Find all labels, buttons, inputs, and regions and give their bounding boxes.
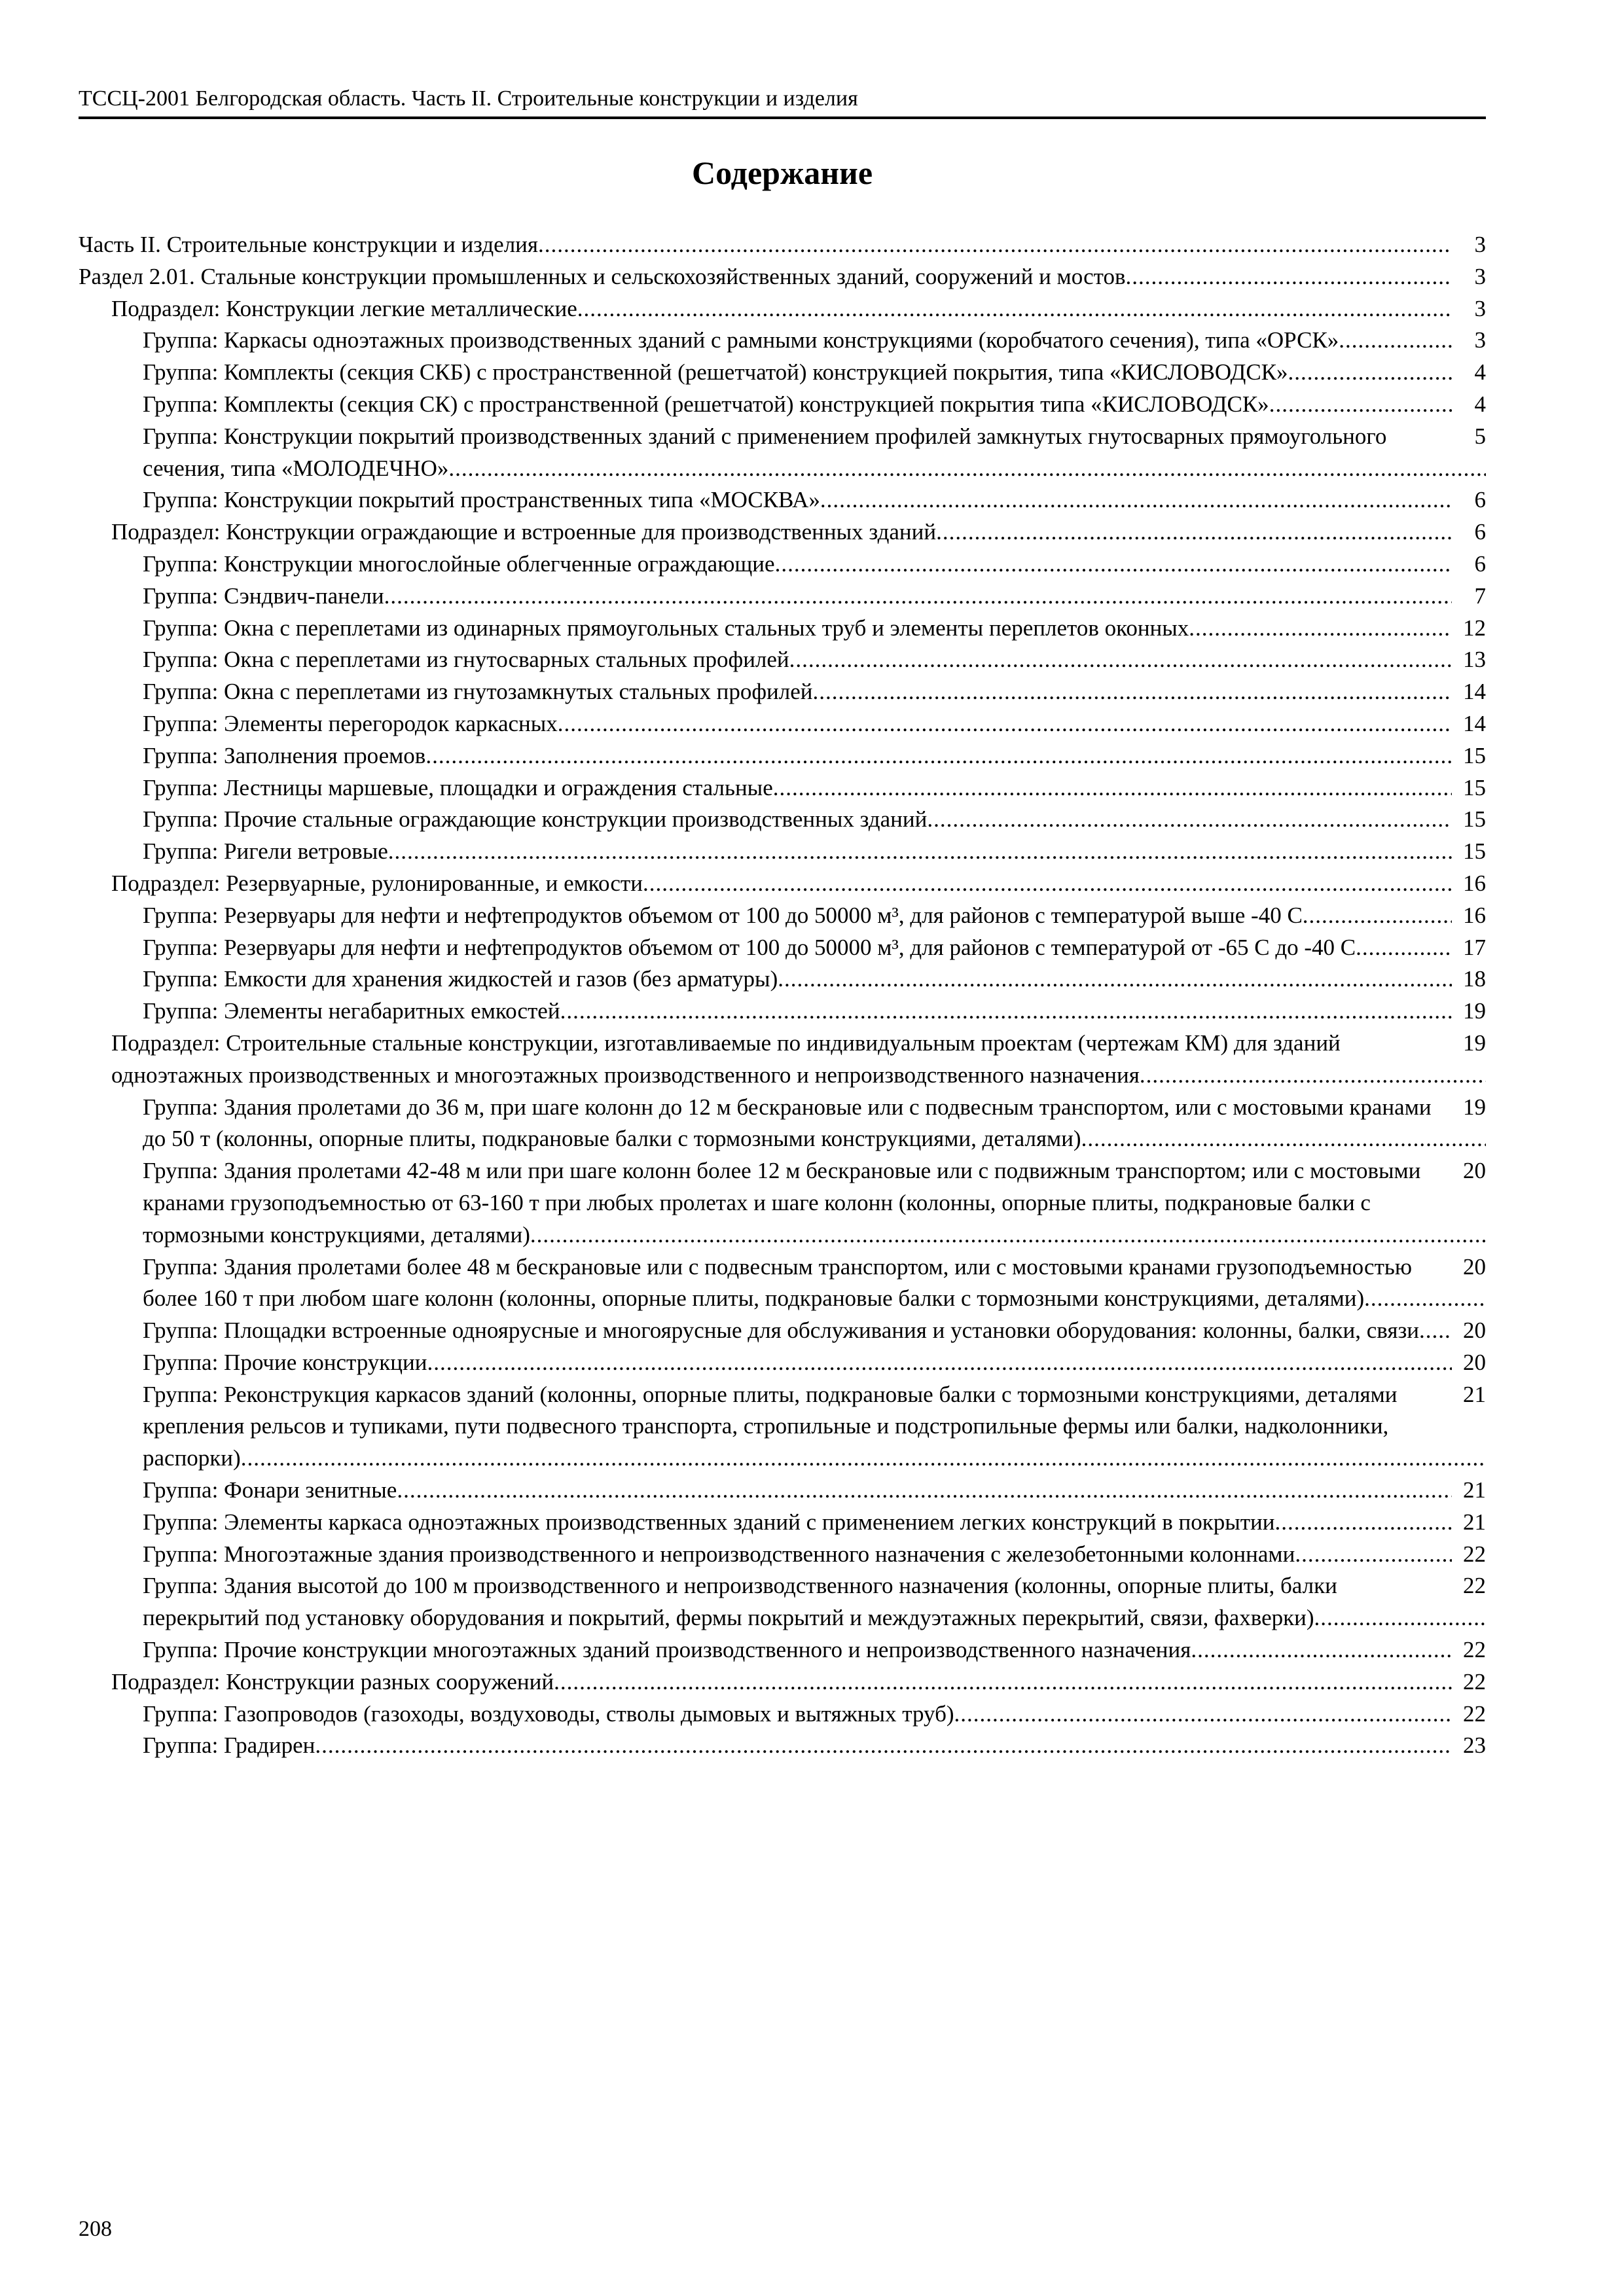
toc-entry[interactable] xyxy=(79,229,1486,261)
toc-entry-text: Группа: Элементы каркаса одноэтажных производственных зданий с применением легких конструкций в покрытии ..... xyxy=(143,1509,1275,1535)
toc-page-number: 22 xyxy=(1452,1698,1486,1731)
toc-entry[interactable] xyxy=(79,484,1486,516)
toc-entry-text: Группа: Площадки встроенные одноярусные и многоярусные для обслуживания и установки оборудования: колонны, балки, связи ..... xyxy=(143,1318,1419,1343)
toc-entry[interactable] xyxy=(79,261,1486,293)
toc-page-number: 18 xyxy=(1452,963,1486,996)
toc-entry[interactable] xyxy=(79,1698,1486,1731)
toc-entry-text: Раздел 2.01. Стальные конструкции промышленных и сельскохозяйственных зданий, сооружений и мостов ..... xyxy=(79,264,1125,289)
toc-entry[interactable] xyxy=(79,900,1486,932)
toc-page-number: 4 xyxy=(1452,389,1486,421)
toc-entry-text: Группа: Резервуары для нефти и нефтепродуктов объемом от 100 до 50000 м³, для районов с температурой выше -40 С ..... xyxy=(143,903,1303,928)
toc-page-number: 3 xyxy=(1452,325,1486,357)
toc-entry-text: Группа: Сэндвич-панели ..... xyxy=(143,583,384,609)
toc-entry-text: Группа: Элементы перегородок каркасных ..... xyxy=(143,711,558,736)
toc-entry-text: Подраздел: Конструкции разных сооружений ..... xyxy=(111,1669,554,1695)
toc-entry-text: Группа: Конструкции покрытий пространственных типа «МОСКВА» ..... xyxy=(143,487,820,512)
toc-entry[interactable] xyxy=(79,1315,1486,1347)
toc-entry-text: Группа: Здания пролетами более 48 м бескрановые или с подвесным транспортом, или с мостовыми кранами грузоподъемностью более 160 т при любом шаге колонн (колонны, опорные плиты, подкрановые балки с тормозными конструкциями, деталями) ..... xyxy=(143,1254,1412,1312)
toc-entry-text: Группа: Комплекты (секция СКБ) с пространственной (решетчатой) конструкцией покрытия, типа «КИСЛОВОДСК» ..... xyxy=(143,359,1288,385)
toc-entry-text: Часть II. Строительные конструкции и изделия ..... xyxy=(79,232,538,257)
toc-page-number: 16 xyxy=(1452,868,1486,900)
toc-page-number: 12 xyxy=(1452,613,1486,645)
toc-entry-text: Группа: Фонари зенитные ..... xyxy=(143,1477,397,1503)
toc-entry-text: Группа: Емкости для хранения жидкостей и газов (без арматуры) ..... xyxy=(143,966,778,992)
toc-entry-text: Группа: Здания пролетами 42-48 м или при шаге колонн более 12 м бескрановые или с подвижным транспортом; или с мостовыми кранами грузоподъемностью от 63-160 т при любых пролетах и шаге колонн (колонны, опорные плиты, подкрановые балки с тормозными конструкциями, деталями) ..... xyxy=(143,1158,1420,1247)
toc-page-number: 14 xyxy=(1452,676,1486,708)
toc-entry[interactable] xyxy=(79,1347,1486,1379)
toc-entry-text: Подраздел: Конструкции ограждающие и встроенные для производственных зданий ..... xyxy=(111,519,936,545)
toc-entry[interactable] xyxy=(79,932,1486,964)
toc-page-number: 7 xyxy=(1452,581,1486,613)
toc-entry-text: Группа: Ригели ветровые ..... xyxy=(143,838,388,864)
toc-entry-text: Группа: Каркасы одноэтажных производственных зданий с рамными конструкциями (коробчатого сечения), типа «ОРСК» ..... xyxy=(143,327,1339,353)
toc-page-number: 16 xyxy=(1452,900,1486,932)
toc-page-number: 15 xyxy=(1452,836,1486,868)
toc-entry[interactable] xyxy=(79,581,1486,613)
toc-entry-text: Группа: Окна с переплетами из гнутосварных стальных профилей ..... xyxy=(143,647,789,672)
toc-entry[interactable] xyxy=(79,1251,1486,1316)
toc-page-number: 15 xyxy=(1452,740,1486,772)
toc-entry-text: Группа: Окна с переплетами из одинарных прямоугольных стальных труб и элементы переплетов оконных ..... xyxy=(143,615,1189,641)
toc-entry[interactable] xyxy=(79,868,1486,900)
page-title: Содержание xyxy=(691,154,873,191)
toc-page-number: 20 xyxy=(1452,1251,1486,1283)
toc-entry-text: Группа: Прочие конструкции многоэтажных зданий производственного и непроизводственного назначения ..... xyxy=(143,1637,1191,1662)
toc-page-number: 6 xyxy=(1452,484,1486,516)
toc-entry[interactable] xyxy=(79,644,1486,676)
toc-entry[interactable] xyxy=(79,996,1486,1028)
toc-entry[interactable] xyxy=(79,1666,1486,1698)
toc-page-number: 21 xyxy=(1452,1475,1486,1507)
toc-entry[interactable] xyxy=(79,708,1486,740)
toc-entry[interactable] xyxy=(79,325,1486,357)
toc-entry-text: Группа: Окна с переплетами из гнутозамкнутых стальных профилей ..... xyxy=(143,679,812,704)
toc-entry[interactable] xyxy=(79,1028,1486,1092)
toc-entry[interactable] xyxy=(79,613,1486,645)
toc-page-number: 19 xyxy=(1452,996,1486,1028)
toc-entry[interactable] xyxy=(79,548,1486,581)
toc-entry[interactable] xyxy=(79,1379,1486,1475)
toc-entry[interactable] xyxy=(79,804,1486,836)
toc-page-number: 5 xyxy=(1452,421,1486,453)
page-number: 208 xyxy=(79,2217,112,2241)
toc-entry-text: Группа: Реконструкция каркасов зданий (колонны, опорные плиты, подкрановые балки с тормозными конструкциями, деталями крепления рельсов и тупиками, пути подвесного транспорта, стропильные и подстропильные фермы или балки, надколонники, распорки) ..... xyxy=(143,1382,1398,1471)
toc-entry[interactable] xyxy=(79,740,1486,772)
toc-entry-text: Подраздел: Конструкции легкие металлические ..... xyxy=(111,296,577,321)
toc-page-number: 22 xyxy=(1452,1634,1486,1666)
toc-entry-text: Группа: Заполнения проемов ..... xyxy=(143,743,425,768)
toc-page-number: 21 xyxy=(1452,1507,1486,1539)
toc-page-number: 22 xyxy=(1452,1666,1486,1698)
toc-page-number: 21 xyxy=(1452,1379,1486,1411)
toc-entry-text: Группа: Градирен ..... xyxy=(143,1732,315,1758)
toc-entry[interactable] xyxy=(79,1475,1486,1507)
toc-entry-text: Группа: Здания высотой до 100 м производственного и непроизводственного назначения (колонны, опорные плиты, балки перекрытий под установку оборудования и покрытий, фермы покрытий и междуэтажных перекрытий, связи, фахверки) ..... xyxy=(143,1573,1337,1630)
toc-entry-text: Группа: Элементы негабаритных емкостей ..... xyxy=(143,998,560,1024)
toc-page-number: 20 xyxy=(1452,1347,1486,1379)
toc-page-number: 15 xyxy=(1452,772,1486,804)
toc-entry[interactable] xyxy=(79,1539,1486,1571)
toc-page-number: 4 xyxy=(1452,357,1486,389)
toc-entry-text: Подраздел: Резервуарные, рулонированные, и емкости ..... xyxy=(111,870,643,896)
toc-entry[interactable] xyxy=(79,772,1486,804)
toc-entry-text: Группа: Здания пролетами до 36 м, при шаге колонн до 12 м бескрановые или с подвесным транспортом, или с мостовыми кранами до 50 т (колонны, опорные плиты, подкрановые балки с тормозными конструкциями, деталями) ..... xyxy=(143,1094,1432,1152)
toc-entry[interactable] xyxy=(79,1730,1486,1762)
toc-entry[interactable] xyxy=(79,421,1486,485)
toc-page-number: 22 xyxy=(1452,1539,1486,1571)
running-header: ТССЦ-2001 Белгородская область. Часть II. Строительные конструкции и изделия xyxy=(79,86,858,111)
table-of-contents xyxy=(79,229,1486,1762)
toc-entry-text: Группа: Многоэтажные здания производственного и непроизводственного назначения с железобетонными колоннами ..... xyxy=(143,1541,1295,1567)
toc-page-number: 13 xyxy=(1452,644,1486,676)
toc-page-number: 20 xyxy=(1452,1315,1486,1347)
toc-entry[interactable] xyxy=(79,1634,1486,1666)
toc-entry[interactable] xyxy=(79,1092,1486,1156)
toc-page-number: 19 xyxy=(1452,1092,1486,1124)
toc-entry[interactable] xyxy=(79,293,1486,325)
toc-entry[interactable] xyxy=(79,516,1486,548)
toc-page-number: 15 xyxy=(1452,804,1486,836)
toc-entry-text: Группа: Резервуары для нефти и нефтепродуктов объемом от 100 до 50000 м³, для районов с температурой от -65 С до -40 С ..... xyxy=(143,935,1356,960)
toc-entry-text: Группа: Комплекты (секция СК) с пространственной (решетчатой) конструкцией покрытия типа «КИСЛОВОДСК» ..... xyxy=(143,391,1269,417)
toc-entry[interactable] xyxy=(79,836,1486,868)
toc-entry[interactable] xyxy=(79,1155,1486,1251)
toc-entry-text: Группа: Конструкции покрытий производственных зданий с применением профилей замкнутых гнутосварных прямоугольного сечения, типа «МОЛОДЕЧНО» ..... xyxy=(143,423,1386,481)
toc-entry-text: Группа: Конструкции многослойные облегченные ограждающие ..... xyxy=(143,551,775,577)
toc-entry-text: Группа: Прочие конструкции ..... xyxy=(143,1350,427,1375)
toc-page-number: 20 xyxy=(1452,1155,1486,1187)
toc-page-number: 17 xyxy=(1452,932,1486,964)
toc-page-number: 3 xyxy=(1452,229,1486,261)
toc-entry-text: Подраздел: Строительные стальные конструкции, изготавливаемые по индивидуальным проектам (чертежам КМ) для зданий одноэтажных производственных и многоэтажных производственного и непроизводственного назначения ..... xyxy=(111,1030,1341,1088)
toc-entry[interactable] xyxy=(79,1570,1486,1634)
toc-entry[interactable] xyxy=(79,357,1486,389)
toc-entry-text: Группа: Газопроводов (газоходы, воздуховоды, стволы дымовых и вытяжных труб) ..... xyxy=(143,1701,954,1727)
toc-page-number: 19 xyxy=(1452,1028,1486,1060)
toc-page-number: 6 xyxy=(1452,516,1486,548)
toc-entry-text: Группа: Лестницы маршевые, площадки и ограждения стальные ..... xyxy=(143,775,773,800)
toc-entry[interactable] xyxy=(79,1507,1486,1539)
toc-page-number: 22 xyxy=(1452,1570,1486,1602)
toc-entry[interactable] xyxy=(79,963,1486,996)
toc-page-number: 23 xyxy=(1452,1730,1486,1762)
toc-page-number: 3 xyxy=(1452,261,1486,293)
toc-entry[interactable] xyxy=(79,676,1486,708)
header-divider xyxy=(79,117,1486,119)
toc-page-number: 14 xyxy=(1452,708,1486,740)
toc-page-number: 6 xyxy=(1452,548,1486,581)
toc-page-number: 3 xyxy=(1452,293,1486,325)
toc-entry[interactable] xyxy=(79,389,1486,421)
toc-entry-text: Группа: Прочие стальные ограждающие конструкции производственных зданий ..... xyxy=(143,806,927,832)
